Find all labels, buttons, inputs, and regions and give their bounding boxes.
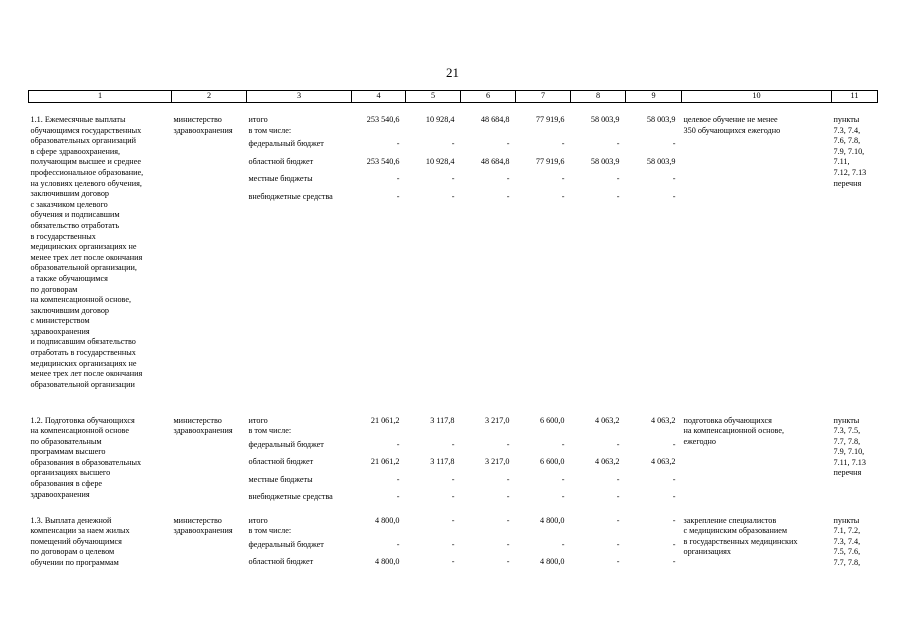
- value-cell: -: [451, 492, 455, 501]
- value-cell: 58 003,9: [646, 156, 676, 166]
- funding-source: итого в том числе:: [248, 515, 292, 536]
- value-cell: -: [451, 539, 455, 549]
- value-cell: -: [672, 557, 676, 566]
- value-cell: -: [672, 174, 676, 183]
- value-cell: 4 063,2: [594, 457, 620, 466]
- measure-name: 1.2. Подготовка обучающихся на компенсационной основе по образовательным программам высшего образования в образовательных организациях высшего образования в сфере здравоохранения: [30, 415, 142, 499]
- value-cell: 21 061,2: [370, 457, 400, 466]
- value-cell: -: [616, 557, 620, 566]
- value-cell: 3 117,8: [430, 457, 455, 466]
- funding-source: областной бюджет: [248, 557, 314, 566]
- value-cell: -: [672, 139, 676, 148]
- value-cell: -: [506, 515, 510, 525]
- value-cell: 21 061,2: [370, 415, 400, 425]
- value-cell: 3 117,8: [430, 415, 455, 425]
- value-cell: -: [506, 539, 510, 549]
- value-cell: -: [506, 474, 510, 484]
- value-cell: -: [561, 474, 565, 484]
- value-cell: -: [396, 492, 400, 501]
- value-cell: 4 800,0: [539, 557, 565, 566]
- value-cell: 4 063,2: [650, 457, 676, 466]
- value-cell: 77 919,6: [535, 115, 565, 124]
- column-number: 10: [682, 91, 832, 103]
- value-cell: -: [561, 174, 565, 183]
- value-cell: -: [672, 474, 676, 484]
- expected-result: подготовка обучающихся на компенсационной основе, ежегодно: [683, 415, 785, 446]
- list-points: пункты 7.3, 7.4, 7.6, 7.8, 7.9, 7.10, 7.11, 7.12, 7.13 перечня: [833, 115, 867, 188]
- column-number: 11: [832, 91, 878, 103]
- column-number: 7: [516, 91, 571, 103]
- value-cell: -: [616, 492, 620, 501]
- executor: министерство здравоохранения: [173, 515, 233, 536]
- value-cell: 4 063,2: [650, 415, 676, 425]
- value-cell: -: [396, 439, 400, 449]
- value-cell: -: [451, 557, 455, 566]
- measure-name: 1.1. Ежемесячные выплаты обучающимся государственных образовательных организаций в сфере здравоохранения, получающим высшее и среднее профессиональное образование, на условиях целевого обучения, заключившим договор с заказчиком целевого обучения и подписавшим обязательство отработать в государственных медицинских организациях не менее трех лет после окончания образовательной организации, а также обучающимся по договорам на компенсационной основе, заключившим договор с министерством здравоохранения и подписавшим обязательство отработать в государственных медицинских организациях не менее трех лет после окончания образовательной организации: [30, 115, 144, 389]
- value-cell: 6 600,0: [539, 415, 565, 425]
- value-cell: -: [672, 515, 676, 525]
- column-number: 5: [406, 91, 461, 103]
- value-cell: 58 003,9: [646, 115, 676, 124]
- executor: министерство здравоохранения: [173, 115, 233, 135]
- value-cell: -: [451, 174, 455, 183]
- value-cell: 10 928,4: [425, 156, 455, 166]
- value-cell: -: [561, 439, 565, 449]
- budget-table: [28, 90, 878, 575]
- value-cell: -: [396, 139, 400, 148]
- value-cell: -: [561, 492, 565, 501]
- column-number: 4: [352, 91, 406, 103]
- value-cell: -: [672, 191, 676, 201]
- value-cell: -: [396, 474, 400, 484]
- expected-result: закрепление специалистов с медицинским образованием в государственных медицинских организациях: [683, 515, 798, 557]
- column-number: 1: [29, 91, 172, 103]
- value-cell: -: [506, 557, 510, 566]
- value-cell: -: [561, 191, 565, 201]
- value-cell: 4 063,2: [594, 415, 620, 425]
- expected-result: целевое обучение не менее 350 обучающихся ежегодно: [683, 115, 781, 135]
- value-cell: 58 003,9: [590, 156, 620, 166]
- value-cell: -: [616, 191, 620, 201]
- value-cell: -: [672, 439, 676, 449]
- value-cell: -: [616, 139, 620, 148]
- value-cell: 253 540,6: [366, 156, 400, 166]
- column-number: 8: [571, 91, 626, 103]
- value-cell: -: [451, 139, 455, 148]
- value-cell: 3 217,0: [484, 457, 510, 466]
- value-cell: 3 217,0: [484, 415, 510, 425]
- column-number: 6: [461, 91, 516, 103]
- value-cell: -: [396, 191, 400, 201]
- funding-source: федеральный бюджет: [248, 539, 324, 549]
- column-number-row: [29, 91, 878, 103]
- value-cell: -: [396, 174, 400, 183]
- value-cell: 4 800,0: [374, 557, 400, 566]
- value-cell: -: [506, 139, 510, 148]
- value-cell: -: [506, 174, 510, 183]
- value-cell: -: [451, 191, 455, 201]
- value-cell: -: [672, 492, 676, 501]
- funding-source: итого в том числе:: [248, 115, 292, 135]
- column-number: 9: [626, 91, 682, 103]
- funding-source: внебюджетные средства: [248, 492, 333, 501]
- value-cell: 10 928,4: [425, 115, 455, 124]
- value-cell: 253 540,6: [366, 115, 400, 124]
- value-cell: 4 800,0: [374, 515, 400, 525]
- value-cell: -: [451, 439, 455, 449]
- value-cell: 4 800,0: [539, 515, 565, 525]
- list-points: пункты 7.3, 7.5, 7.7, 7.8, 7.9, 7.10, 7.11, 7.13 перечня: [833, 415, 866, 478]
- list-points: пункты 7.1, 7.2, 7.3, 7.4, 7.5, 7.6, 7.7, 7.8,: [833, 515, 861, 567]
- funding-source: областной бюджет: [248, 156, 314, 166]
- table-row: [29, 115, 878, 139]
- value-cell: -: [616, 439, 620, 449]
- value-cell: -: [396, 539, 400, 549]
- value-cell: -: [506, 492, 510, 501]
- value-cell: 48 684,8: [480, 156, 510, 166]
- value-cell: -: [616, 474, 620, 484]
- funding-source: итого в том числе:: [248, 415, 292, 436]
- value-cell: -: [561, 539, 565, 549]
- value-cell: -: [506, 439, 510, 449]
- value-cell: 77 919,6: [535, 156, 565, 166]
- measure-name: 1.3. Выплата денежной компенсации за наем жилых помещений обучающимся по договорам о целевом обучении по программам: [30, 515, 130, 567]
- value-cell: -: [616, 539, 620, 549]
- executor: министерство здравоохранения: [173, 415, 233, 436]
- funding-source: местные бюджеты: [248, 474, 313, 484]
- page-number: 21: [446, 65, 459, 80]
- funding-source: федеральный бюджет: [248, 139, 324, 148]
- value-cell: -: [506, 191, 510, 201]
- value-cell: -: [616, 515, 620, 525]
- value-cell: -: [451, 515, 455, 525]
- funding-source: федеральный бюджет: [248, 439, 324, 449]
- column-number: 3: [247, 91, 352, 103]
- value-cell: 6 600,0: [539, 457, 565, 466]
- funding-source: областной бюджет: [248, 457, 314, 466]
- funding-source: внебюджетные средства: [248, 191, 333, 201]
- value-cell: 58 003,9: [590, 115, 620, 124]
- value-cell: -: [672, 539, 676, 549]
- value-cell: 48 684,8: [480, 115, 510, 124]
- column-number: 2: [172, 91, 247, 103]
- table-row: [29, 516, 878, 540]
- value-cell: -: [561, 139, 565, 148]
- value-cell: -: [451, 474, 455, 484]
- table-row: [29, 416, 878, 440]
- funding-source: местные бюджеты: [248, 174, 313, 183]
- value-cell: -: [616, 174, 620, 183]
